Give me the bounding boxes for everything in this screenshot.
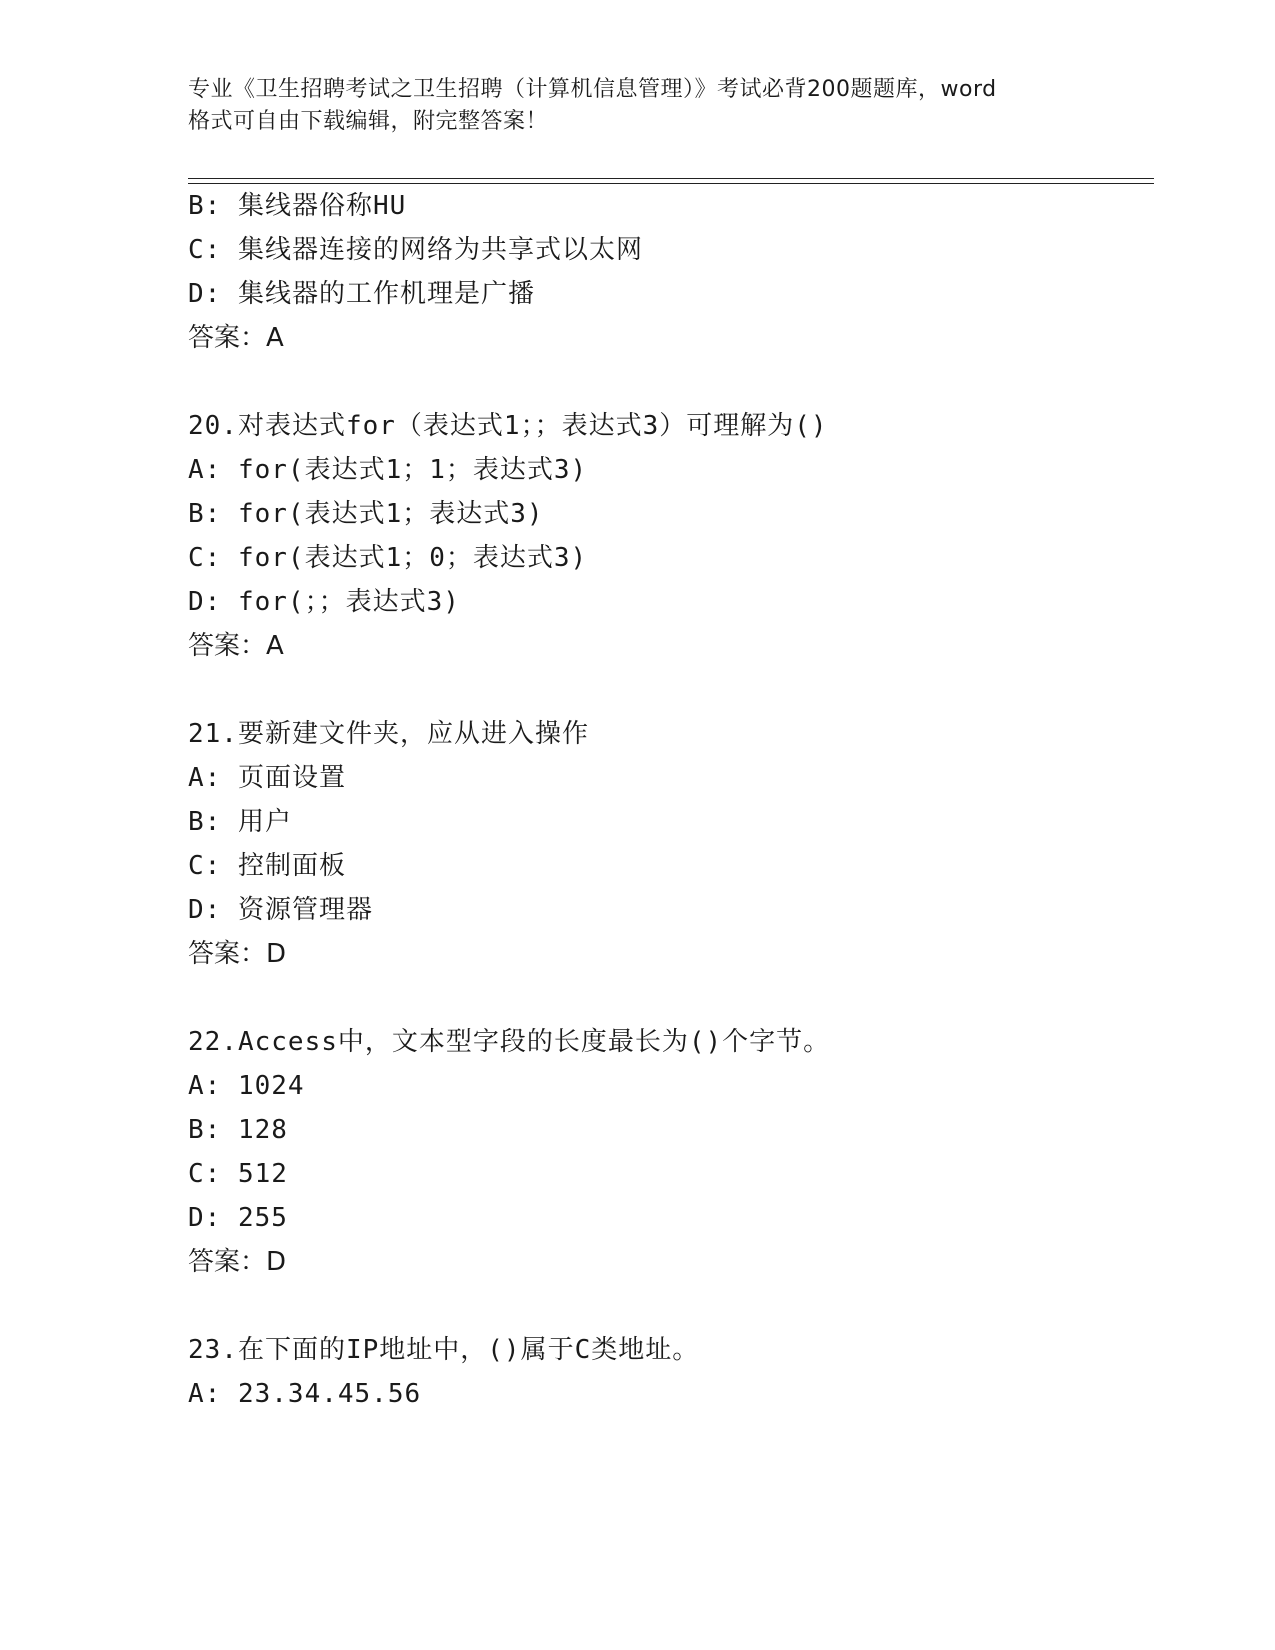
- q23-option-a: A: 23.34.45.56: [188, 1379, 422, 1409]
- q20-option-d: D: for(；；表达式3): [188, 587, 460, 617]
- q19-option-d: D: 集线器的工作机理是广播: [188, 279, 535, 309]
- q19-option-c: C: 集线器连接的网络为共享式以太网: [188, 235, 643, 265]
- q20-question: 20.对表达式for（表达式1；；表达式3）可理解为(): [188, 411, 828, 441]
- q20-option-b: B: for(表达式1；表达式3): [188, 499, 544, 529]
- q21-answer: 答案：D: [188, 939, 287, 969]
- q22-question: 22.Access中，文本型字段的长度最长为()个字节。: [188, 1027, 831, 1057]
- q23-question: 23.在下面的IP地址中，()属于C类地址。: [188, 1335, 700, 1365]
- q21-option-a: A: 页面设置: [188, 763, 346, 793]
- header-divider-bottom: [188, 183, 1154, 184]
- q21-option-d: D: 资源管理器: [188, 895, 373, 925]
- q22-option-a: A: 1024: [188, 1071, 305, 1101]
- q21-option-c: C: 控制面板: [188, 851, 346, 881]
- header-title-line-1: 专业《卫生招聘考试之卫生招聘（计算机信息管理）》考试必背200题题库，word: [188, 77, 997, 102]
- document-header: [188, 74, 1088, 138]
- q20-answer: 答案：A: [188, 631, 284, 661]
- q22-option-b: B: 128: [188, 1115, 288, 1145]
- q20-option-a: A: for(表达式1；1；表达式3): [188, 455, 588, 485]
- q22-option-c: C: 512: [188, 1159, 288, 1189]
- q22-answer: 答案：D: [188, 1247, 287, 1277]
- header-divider-top: [188, 178, 1154, 179]
- q20-option-c: C: for(表达式1；0；表达式3): [188, 543, 588, 573]
- header-title-line-2: 格式可自由下载编辑，附完整答案！: [188, 109, 549, 134]
- q19-option-b: B: 集线器俗称HU: [188, 191, 407, 221]
- q19-answer: 答案：A: [188, 323, 284, 353]
- q21-question: 21.要新建文件夹，应从进入操作: [188, 719, 589, 749]
- q22-option-d: D: 255: [188, 1203, 288, 1233]
- q21-option-b: B: 用户: [188, 807, 292, 837]
